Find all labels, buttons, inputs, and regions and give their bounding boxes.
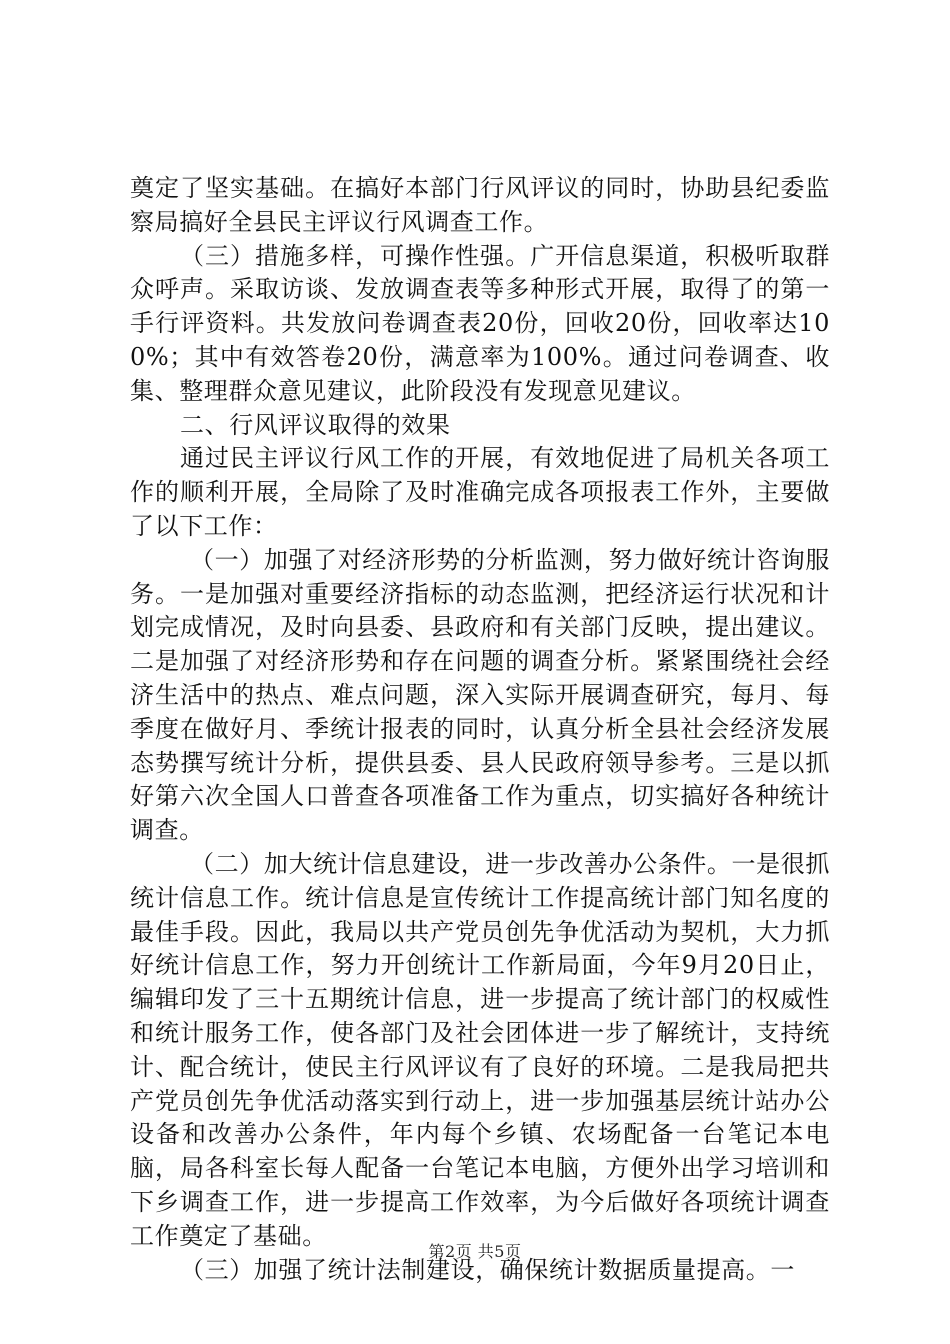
paragraph-intro: 通过民主评议行风工作的开展，有效地促进了局机关各项工作的顺利开展，全局除了及时准确完成各项报表工作外，主要做了以下工作： <box>130 444 830 540</box>
paragraph-measures: （三）措施多样，可操作性强。广开信息渠道，积极听取群众呼声。采取访谈、发放调查表等多种形式开展，取得了的第一手行评资料。共发放问卷调查表20份，回收20份，回收率达100%；其中有效答卷20份，满意率为100%。通过问卷调查、收集、整理群众意见建议，此阶段没有发现意见建议。 <box>130 241 830 405</box>
paragraph-item-2: （二）加大统计信息建设，进一步改善办公条件。一是很抓统计信息工作。统计信息是宣传统计工作提高统计部门知名度的最佳手段。因此，我局以共产党员创先争优活动为契机，大力抓好统计信息工作，努力开创统计工作新局面，今年9月20日止，编辑印发了三十五期统计信息，进一步提高了统计部门的权威性和统计服务工作，使各部门及社会团体进一步了解统计，支持统计、配合统计，使民主行风评议有了良好的环境。二是我局把共产党员创先争优活动落实到行动上，进一步加强基层统计站办公设备和改善办公条件，年内每个乡镇、农场配备一台笔记本电脑，局各科室长每人配备一台笔记本电脑，方便外出学习培训和下乡调查工作，进一步提高工作效率，为今后做好各项统计调查工作奠定了基础。 <box>130 849 830 1250</box>
document-body <box>130 172 830 1287</box>
paragraph-item-1: （一）加强了对经济形势的分析监测，努力做好统计咨询服务。一是加强对重要经济指标的动态监测，把经济运行状况和计划完成情况，及时向县委、县政府和有关部门反映，提出建议。二是加强了对经济形势和存在问题的调查分析。紧紧围绕社会经济生活中的热点、难点问题，深入实际开展调查研究，每月、每季度在做好月、季统计报表的同时，认真分析全县社会经济发展态势撰写统计分析，提供县委、县人民政府领导参考。三是以抓好第六次全国人口普查各项准备工作为重点，切实搞好各种统计调查。 <box>130 545 830 845</box>
section-heading: 二、行风评议取得的效果 <box>180 410 451 439</box>
page-number-footer: 第2页 共5页 <box>428 1242 522 1261</box>
paragraph-item-3: （三）加强了统计法制建设，确保统计数据质量提高。一 <box>180 1255 795 1284</box>
paragraph-continuation: 奠定了坚实基础。在搞好本部门行风评议的同时，协助县纪委监察局搞好全县民主评议行风调查工作。 <box>130 174 830 236</box>
